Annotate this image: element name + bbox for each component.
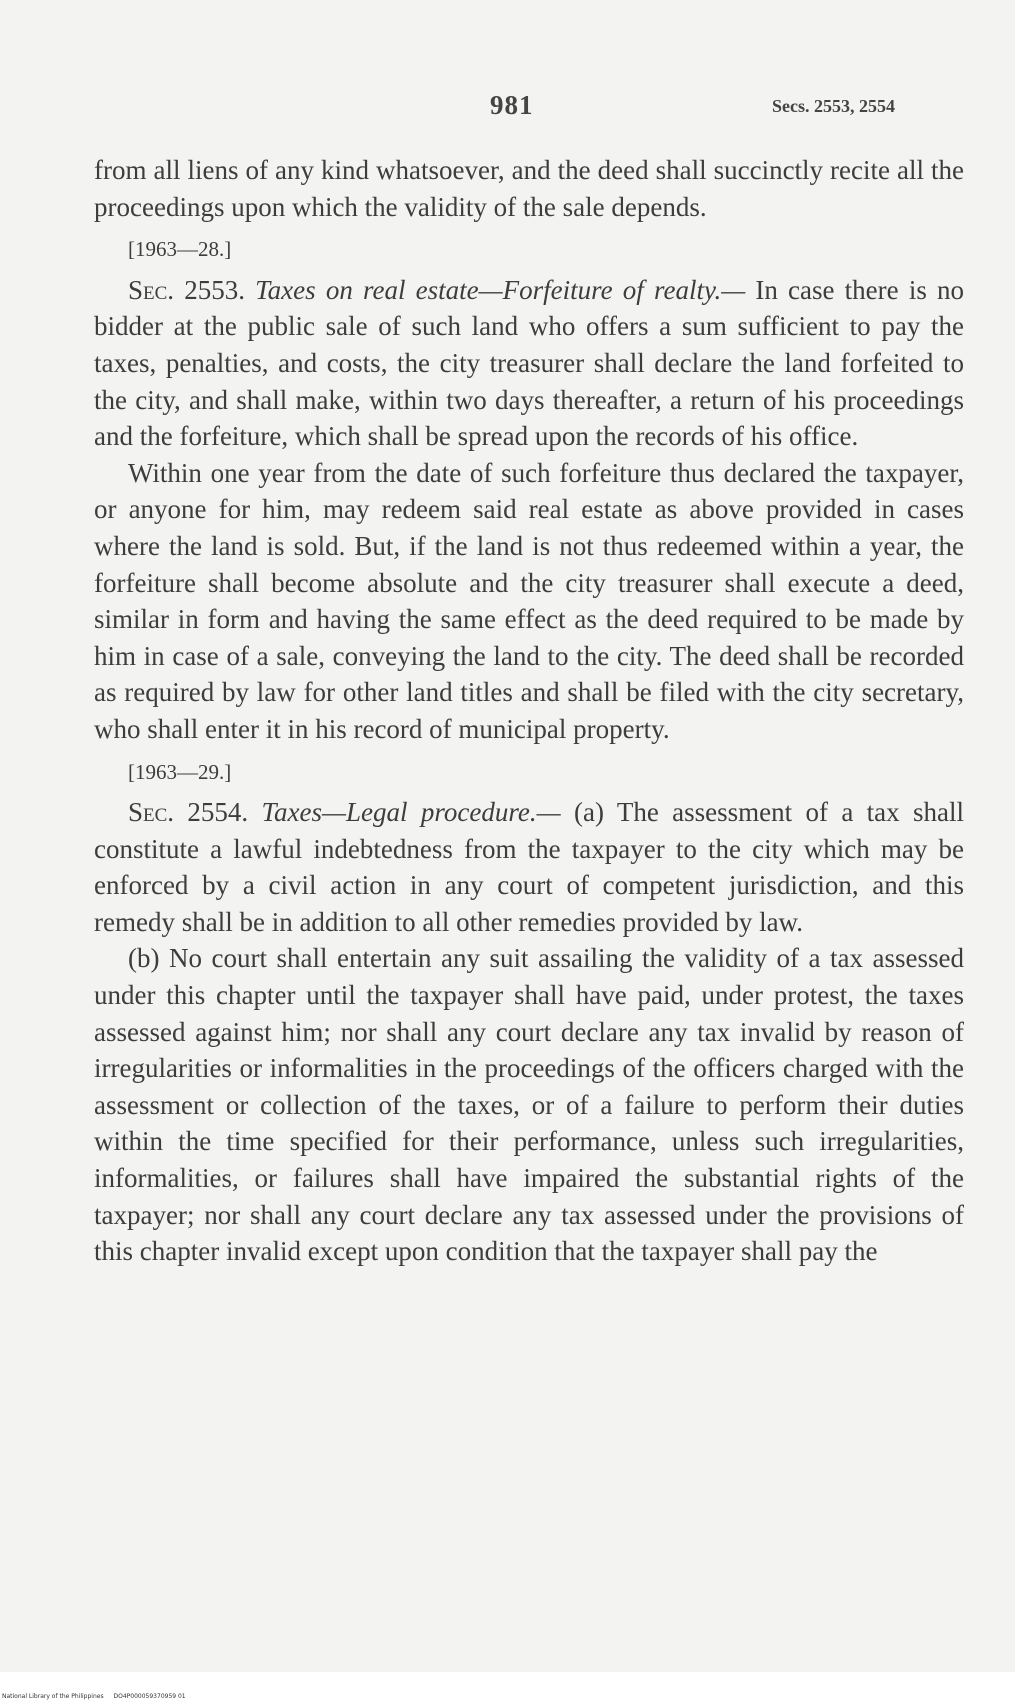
barcode-id: DO4P000059370959 01 <box>113 1693 186 1700</box>
citation-1963-29: [1963—29.] <box>128 759 232 784</box>
section-2553-caption: Taxes on real estate—Forfeiture of realty.— <box>255 274 746 305</box>
statute-text <box>94 152 964 1270</box>
section-2553-label: Sec. 2553. <box>128 274 245 305</box>
running-header-sections: Secs. 2553, 2554 <box>772 96 895 116</box>
section-2554-caption: Taxes—Legal procedure.— <box>261 797 561 828</box>
section-2554-label: Sec. 2554. <box>128 797 249 828</box>
section-2554-paragraph-b <box>94 940 964 1269</box>
intro-paragraph: from all liens of any kind whatsoever, and the deed shall succinctly recite all the proceedings upon which the validity of the sale depends. <box>94 155 964 222</box>
subsection-a-text: The assessment of a tax shall constitute a lawful indebtedness from the taxpayer to the city which may be enforced by a civil action in any court of competent jurisdiction, and this remedy shall be in addition to all other remedies provided by law. <box>94 797 965 937</box>
library-credit: National Library of the Philippines <box>2 1693 104 1700</box>
section-2553-text-1: In case there is no bidder at the public sale of such land who offers a sum sufficient to pay the taxes, penalties, and costs, the city treasurer shall declare the land forfeited to the city, and shall make, within two days thereafter, a return of his proceedings and the forfeiture, which shall be spread upon the records of his office. <box>94 274 964 452</box>
section-2553-paragraph-2: Within one year from the date of such forfeiture thus declared the taxpayer, or anyone for him, may redeem said real estate as above provided in cases where the land is sold. But, if the land is not thus redeemed within a year, the forfeiture shall become absolute and the city treasurer shall execute a deed, similar in form and having the same effect as the deed required to be made by him in case of a sale, conveying the land to the city. The deed shall be recorded as required by law for other land titles and shall be filed with the city secretary, who shall enter it in his record of municipal property. <box>94 457 964 744</box>
subsection-b-text: No court shall entertain any suit assailing the validity of a tax assessed under this chapter until the taxpayer shall have paid, under protest, the taxes assessed against him; nor shall any court declare any tax invalid by reason of irregularities or informalities in the proceedings of the officers charged with the assessment or collection of the taxes, or of a failure to perform their duties within the time specified for their performance, unless such irregularities, informalities, or failures shall have impaired the substantial rights of the taxpayer; nor shall any court declare any tax assessed under the provisions of this chapter invalid except upon condition that the taxpayer shall pay the <box>94 943 964 1267</box>
subsection-a-marker: (a) <box>573 797 604 828</box>
footer-strip <box>0 1672 1029 1706</box>
section-2553-paragraph-1 <box>94 272 964 455</box>
scan-footer <box>2 1693 186 1700</box>
section-2554-paragraph-a <box>94 794 964 940</box>
citation-1963-28: [1963—28.] <box>128 237 232 262</box>
subsection-b-marker: (b) <box>128 943 160 974</box>
page-number: 981 <box>490 90 534 120</box>
